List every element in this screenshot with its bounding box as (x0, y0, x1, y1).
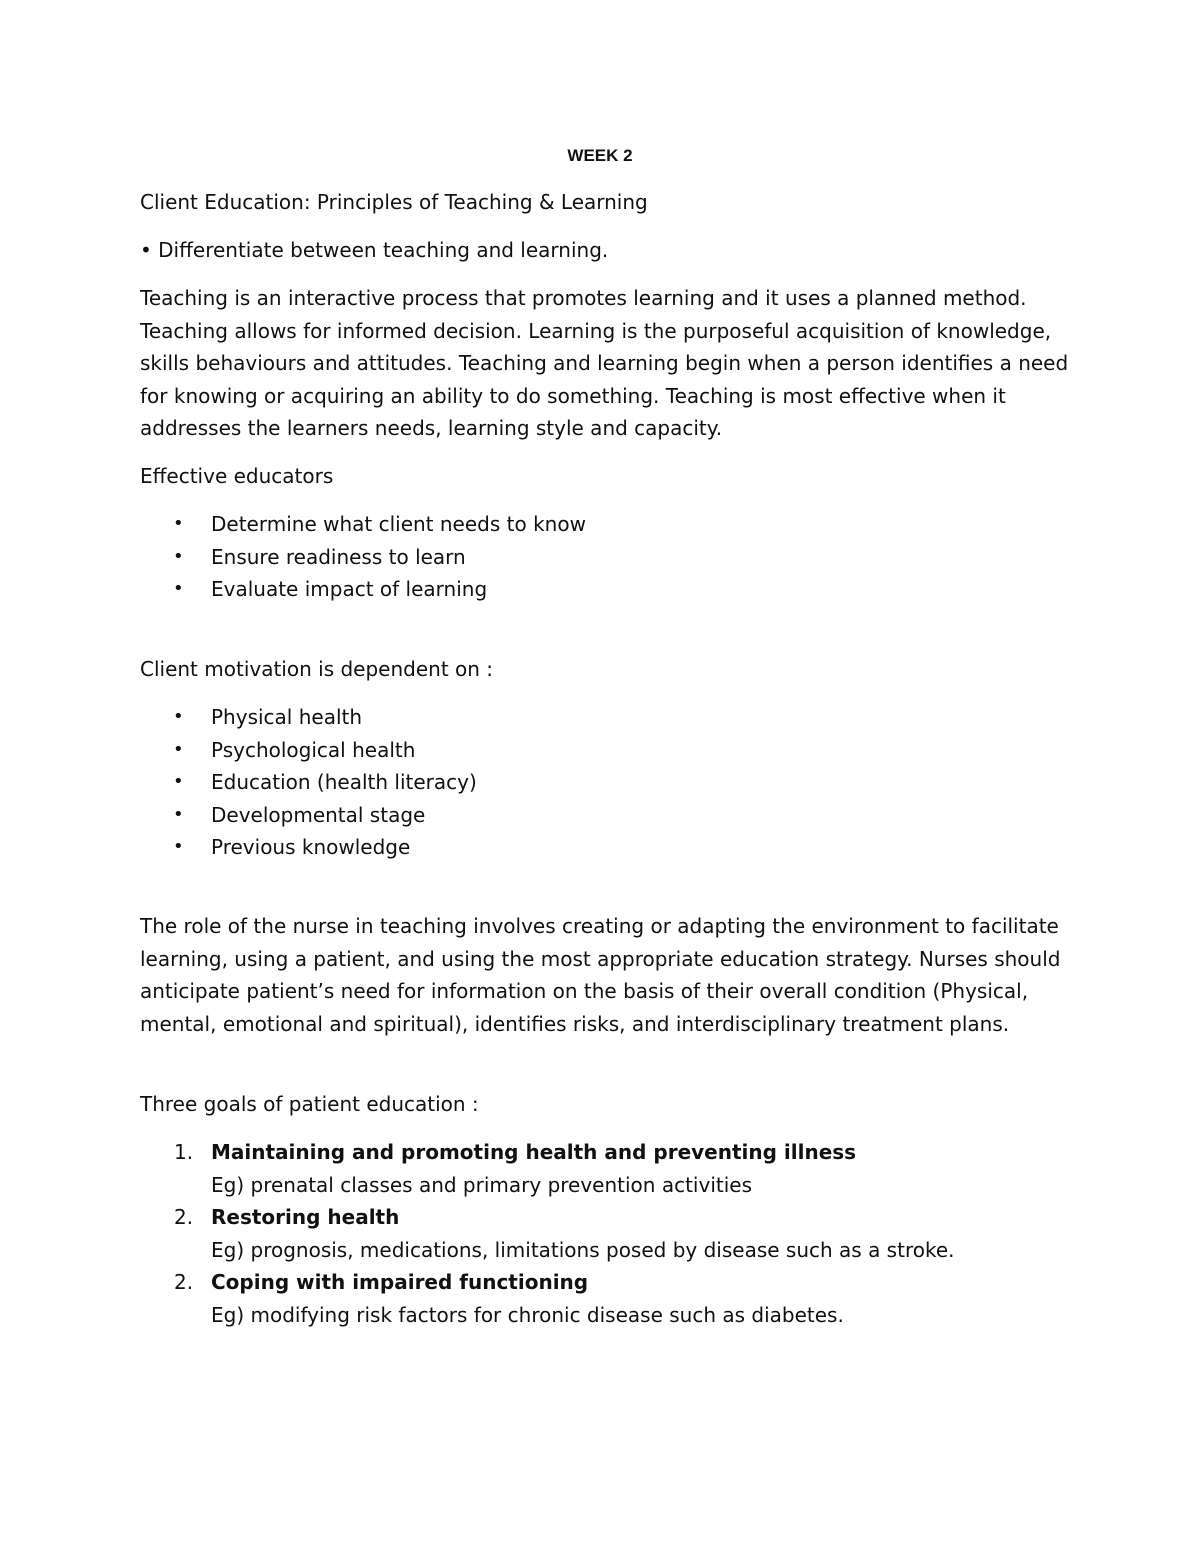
goal-item (140, 1136, 1080, 1201)
goal-example: Eg) modifying risk factors for chronic disease such as diabetes. (211, 1302, 844, 1327)
bullet-icon: • (173, 706, 184, 727)
nurse-role-paragraph: The role of the nurse in teaching involves creating or adapting the environment to facilitate learning, using a patient, and using the most appropriate education strategy. Nurses should anticipate patient’s need for information on the basis of their overall condition (Physical, mental, emotional and spiritual), identifies risks, and interdisciplinary treatment plans. (140, 914, 1061, 1036)
goal-number: 2. (174, 1270, 194, 1294)
goal-number: 2. (174, 1205, 194, 1229)
bullet-icon: • (173, 771, 184, 792)
list-item: • Developmental stage (140, 799, 1080, 832)
goal-title: Coping with impaired functioning (211, 1270, 589, 1294)
goals-list (140, 1136, 1080, 1331)
bullet-icon: • (173, 836, 184, 857)
list-item: • Evaluate impact of learning (140, 573, 1080, 606)
list-item: • Physical health (140, 701, 1080, 734)
learning-objective: • Differentiate between teaching and learning. (140, 238, 609, 262)
bullet-icon: • (173, 803, 184, 825)
list-item: • Psychological health (140, 734, 1080, 767)
bullet-icon: • (173, 578, 184, 599)
bullet-icon: • (173, 513, 184, 534)
educators-heading: Effective educators (140, 464, 334, 488)
goal-title: Maintaining and promoting health and preventing illness (211, 1140, 857, 1164)
section-heading: Client Education: Principles of Teaching & Learning (140, 190, 648, 214)
motivation-list (140, 701, 1080, 864)
goals-heading: Three goals of patient education : (140, 1092, 479, 1116)
list-item: • Previous knowledge (140, 831, 1080, 864)
goal-item (140, 1201, 1080, 1266)
bullet-icon: • (173, 738, 184, 760)
goal-example: Eg) prognosis, medications, limitations posed by disease such as a stroke. (211, 1237, 955, 1262)
list-item: • Education (health literacy) (140, 766, 1080, 799)
bullet-icon: • (173, 545, 184, 567)
educators-list (140, 508, 1080, 606)
goal-number: 1. (174, 1140, 194, 1164)
motivation-heading: Client motivation is dependent on : (140, 657, 494, 681)
goal-item (140, 1266, 1080, 1331)
list-item: • Determine what client needs to know (140, 508, 1080, 541)
goal-example: Eg) prenatal classes and primary prevention activities (211, 1172, 752, 1197)
page-title: WEEK 2 (567, 146, 633, 165)
goal-title: Restoring health (211, 1205, 400, 1229)
list-item: • Ensure readiness to learn (140, 541, 1080, 574)
teaching-learning-paragraph: Teaching is an interactive process that promotes learning and it uses a planned method. Teaching allows for informed decision. Learning is the purposeful acquisition of knowledge, skills behaviours and attitudes. Teaching and learning begin when a person identifies a need for knowing or acquiring an ability to do something. Teaching is most effective when it addresses the learners needs, learning style and capacity. (140, 286, 1069, 440)
